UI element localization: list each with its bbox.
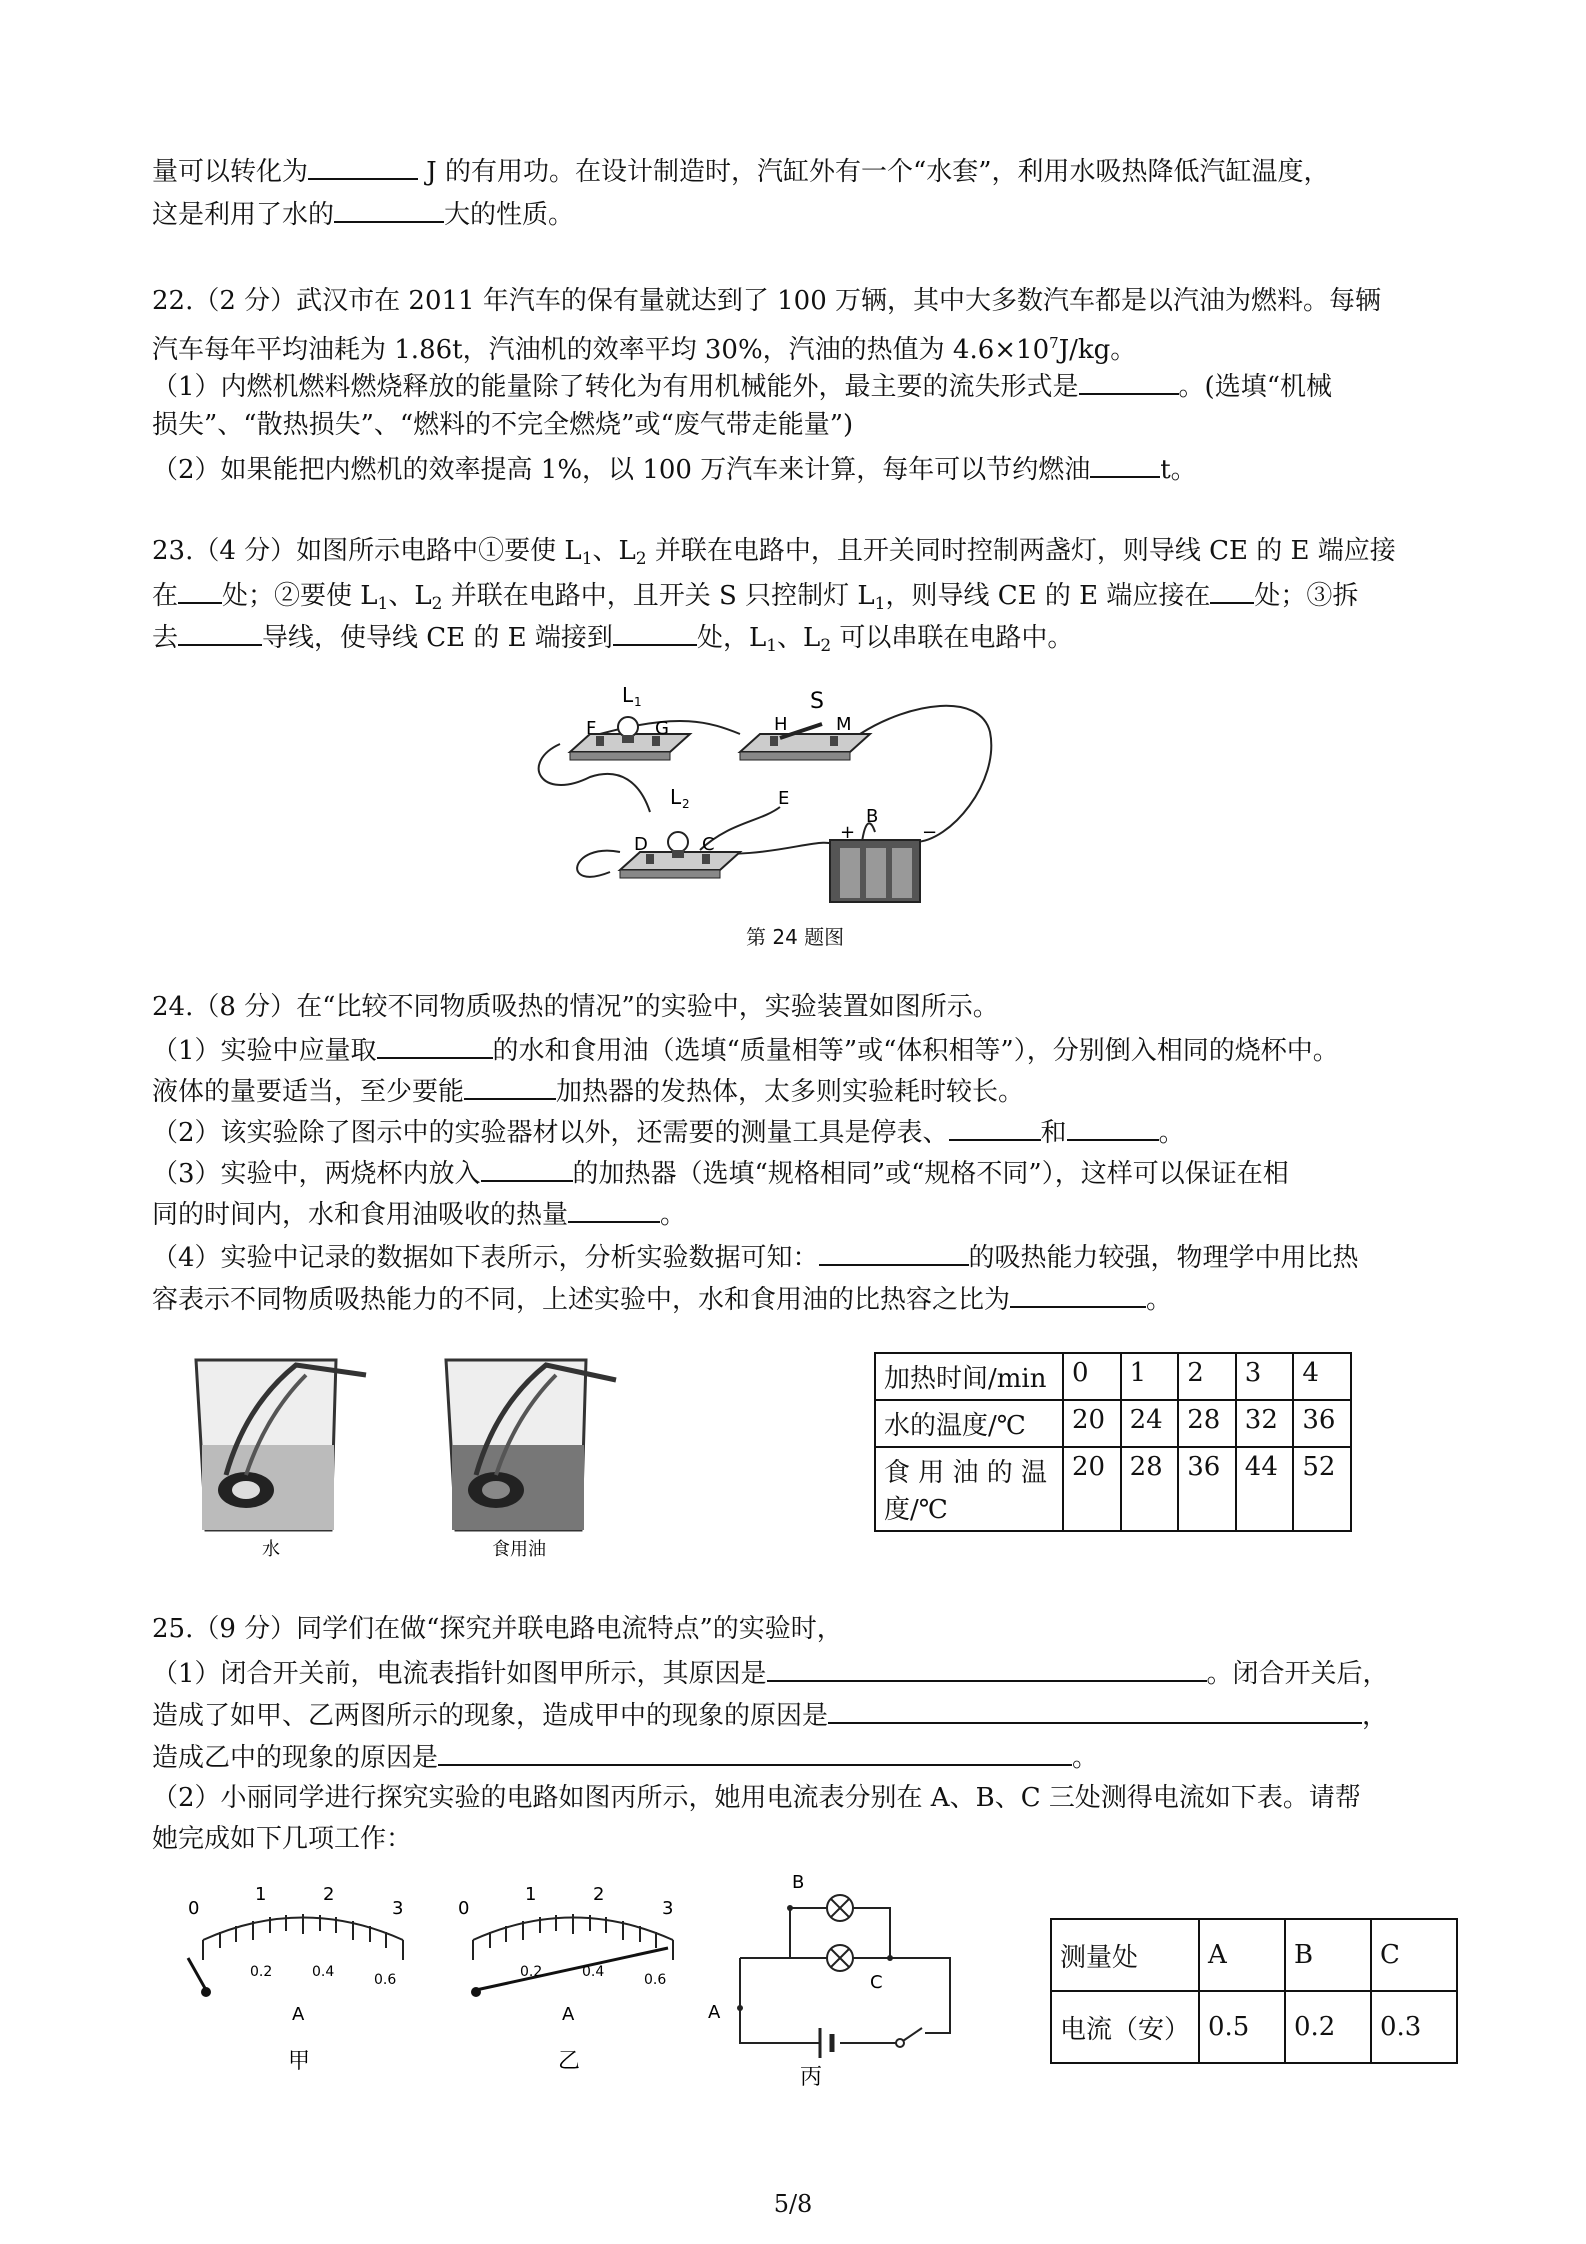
q22-part1 (152, 367, 1332, 404)
q24-part4 (152, 1238, 1359, 1275)
tick-label: 0.2 (250, 1964, 273, 1980)
table-cell: 36 (1178, 1447, 1236, 1531)
label-b: B (866, 806, 879, 827)
q24-text: （3）实验中，两烧杯内放入 (152, 1159, 481, 1189)
q21-text: 这是利用了水的 (152, 200, 335, 230)
answer-blank[interactable] (308, 152, 418, 180)
q23-text: 在 (152, 581, 179, 611)
q24-data-table (874, 1352, 1352, 1532)
answer-blank[interactable] (438, 1738, 1072, 1766)
oil-beaker (446, 1360, 616, 1530)
tick-label: 0.4 (312, 1964, 335, 1980)
q22-title: 22.（2 分）武汉市在 2011 年汽车的保有量就达到了 100 万辆，其中大多数汽车都是以汽油为燃料。每辆 (152, 286, 1382, 316)
subscript: 2 (635, 549, 647, 569)
q21-text: J 的有用功。在设计制造时，汽缸外有一个“水套”，利用水吸热降低汽缸温度， (418, 157, 1330, 187)
q25-text: ， (1362, 1701, 1389, 1731)
table-cell: 52 (1293, 1447, 1351, 1531)
q25-part2-line2: 她完成如下几项工作： (152, 1824, 413, 1854)
q23-figure-caption: 第 24 题图 (746, 925, 845, 949)
label-minus: − (922, 822, 938, 843)
q24-beakers-figure (186, 1345, 706, 1560)
q23-text: 并联在电路中，且开关同时控制两盏灯，则导线 CE 的 E 端应接 (646, 536, 1396, 566)
q21-text: 大的性质。 (444, 200, 575, 230)
q24-part1-line2 (152, 1072, 1024, 1109)
exponent: 7 (1049, 334, 1059, 352)
table-head: 加热时间/min (875, 1353, 1063, 1400)
q22-text: J/kg。 (1058, 335, 1137, 365)
figure-label: 乙 (558, 2049, 581, 2074)
q25-text: 。闭合开关后， (1206, 1659, 1389, 1689)
q24-text: 的水和食用油（选填“质量相等”或“体积相等”），分别倒入相同的烧杯中。 (492, 1036, 1339, 1066)
q21-line1 (152, 152, 1330, 189)
table-row (875, 1400, 1351, 1447)
table-cell: 0 (1063, 1353, 1121, 1400)
q22-part2 (152, 450, 1197, 487)
oil-label: 食用油 (492, 1539, 546, 1560)
table-cell: 0.3 (1371, 1991, 1457, 2063)
table-head: 水的温度/℃ (875, 1400, 1063, 1447)
tick-label: 0 (188, 1898, 200, 1919)
q23-text: 、L (592, 536, 636, 566)
page-number: 5/8 (773, 2190, 813, 2218)
q24-text: 加热器的发热体，太多则实验耗时较长。 (556, 1077, 1025, 1107)
subscript: 2 (431, 594, 443, 614)
ammeter-yi (448, 1880, 698, 2080)
table-cell: 24 (1121, 1400, 1179, 1447)
answer-blank[interactable] (613, 618, 697, 646)
table-head: A (1199, 1919, 1285, 1991)
label-m: M (836, 714, 852, 735)
answer-blank[interactable] (949, 1113, 1041, 1141)
tick-label: 0.6 (374, 1972, 397, 1988)
label-f: F (586, 718, 597, 739)
q22-part1-line2: 损失”、“散热损失”、“燃料的不完全燃烧”或“废气带走能量”) (152, 410, 854, 440)
q25-part1-line3 (152, 1738, 1098, 1775)
q22-text: （1）内燃机燃料燃烧释放的能量除了转化为有用机械能外，最主要的流失形式是 (152, 372, 1079, 402)
q23-text: 去 (152, 623, 179, 653)
table-cell: 0.2 (1285, 1991, 1371, 2063)
tick-label: 0.6 (644, 1972, 667, 1988)
answer-blank[interactable] (568, 1195, 660, 1223)
q22-text: 汽车每年平均油耗为 1.86t，汽油机的效率平均 30%，汽油的热值为 4.6×10 (152, 335, 1050, 365)
water-beaker (196, 1360, 366, 1530)
tick-label: 3 (662, 1898, 674, 1919)
table-cell: 28 (1178, 1400, 1236, 1447)
meter-needle (476, 1948, 668, 1990)
q23-text: ，则导线 CE 的 E 端应接在 (885, 581, 1211, 611)
q24-part3 (152, 1154, 1289, 1191)
q25-text: 。 (1072, 1743, 1099, 1773)
label-l2: L (670, 785, 682, 809)
meter-unit: A (562, 2004, 575, 2025)
answer-blank[interactable] (481, 1154, 573, 1182)
answer-blank[interactable] (1210, 576, 1254, 604)
label-d: D (634, 834, 648, 855)
tick-label: 1 (255, 1884, 267, 1905)
circuit-bing (700, 1858, 970, 2088)
q21-text: 量可以转化为 (152, 157, 309, 187)
subscript: 1 (377, 594, 389, 614)
q24-text: 容表示不同物质吸热能力的不同，上述实验中，水和食用油的比热容之比为 (152, 1285, 1011, 1315)
q22-line2 (152, 326, 1136, 367)
subscript: 1 (581, 549, 593, 569)
q25-current-table (1050, 1918, 1458, 2064)
q25-text: 造成了如甲、乙两图所示的现象，造成甲中的现象的原因是 (152, 1701, 829, 1731)
subscript: 1 (874, 594, 886, 614)
table-row (875, 1447, 1351, 1531)
table-row (875, 1353, 1351, 1400)
q24-part4-line2 (152, 1280, 1172, 1317)
point-c-label: C (870, 1972, 883, 1993)
tick-label: 2 (323, 1884, 335, 1905)
water-label: 水 (262, 1539, 280, 1560)
ammeter-jia (178, 1880, 428, 2080)
table-head-text: 食 用 油 的 温 (884, 1458, 1048, 1488)
answer-blank[interactable] (464, 1072, 556, 1100)
answer-blank[interactable] (178, 576, 222, 604)
label-l1-sub: 1 (634, 695, 642, 709)
answer-blank[interactable] (178, 618, 262, 646)
label-c: C (702, 834, 715, 855)
tick-label: 0.2 (520, 1964, 543, 1980)
q21-line2 (152, 195, 574, 232)
table-head: 测量处 (1051, 1919, 1199, 1991)
table-cell: 20 (1063, 1400, 1121, 1447)
label-g: G (655, 718, 669, 739)
answer-blank[interactable] (334, 195, 444, 223)
q25-part1-line2 (152, 1696, 1388, 1733)
q24-text: 的加热器（选填“规格相同”或“规格不同”），这样可以保证在相 (572, 1159, 1289, 1189)
q24-text: 。 (660, 1200, 687, 1230)
figure-label: 甲 (288, 2049, 311, 2074)
answer-blank[interactable] (1079, 367, 1179, 395)
table-cell: 3 (1236, 1353, 1294, 1400)
q24-text: 。 (1146, 1285, 1173, 1315)
q24-text: 液体的量要适当，至少要能 (152, 1077, 465, 1107)
table-head (875, 1447, 1063, 1531)
table-cell: 4 (1293, 1353, 1351, 1400)
table-cell: 28 (1121, 1447, 1179, 1531)
q25-part2: （2）小丽同学进行探究实验的电路如图丙所示，她用电流表分别在 A、B、C 三处测得电流如下表。请帮 (152, 1783, 1361, 1813)
tick-label: 0 (458, 1898, 470, 1919)
label-s: S (810, 689, 824, 714)
table-row (1051, 1991, 1457, 2063)
table-head-text: 度/℃ (884, 1495, 948, 1525)
tick-label: 1 (525, 1884, 537, 1905)
q24-text: 。 (1158, 1118, 1185, 1148)
label-h: H (774, 714, 788, 735)
q22-text: 。(选填“机械 (1178, 372, 1332, 402)
subscript: 2 (820, 636, 832, 656)
answer-blank[interactable] (819, 1238, 969, 1266)
q23-text: 可以串联在电路中。 (831, 623, 1074, 653)
q23-line2 (152, 576, 1358, 621)
point-b-label: B (792, 1872, 805, 1893)
table-cell: 44 (1236, 1447, 1294, 1531)
meter-unit: A (292, 2004, 305, 2025)
q24-part3-line2 (152, 1195, 686, 1232)
table-head: C (1371, 1919, 1457, 1991)
q23-text: 并联在电路中，且开关 S 只控制灯 L (442, 581, 875, 611)
subscript: 1 (766, 636, 778, 656)
q25-title: 25.（9 分）同学们在做“探究并联电路电流特点”的实验时， (152, 1614, 843, 1644)
table-head: B (1285, 1919, 1371, 1991)
table-cell: 36 (1293, 1400, 1351, 1447)
q24-text: （2）该实验除了图示中的实验器材以外，还需要的测量工具是停表、 (152, 1118, 949, 1148)
point-a-label: A (708, 2002, 721, 2023)
table-cell: 2 (1178, 1353, 1236, 1400)
q23-line1 (152, 534, 1396, 576)
q23-text: 23.（4 分）如图所示电路中①要使 L (152, 536, 582, 566)
q24-text: 和 (1040, 1118, 1067, 1148)
q23-line3 (152, 618, 1073, 663)
q24-part1 (152, 1031, 1339, 1068)
q23-circuit-diagram (530, 672, 1020, 912)
q25-part1 (152, 1654, 1389, 1691)
q24-text: （1）实验中应量取 (152, 1036, 377, 1066)
table-cell: 20 (1063, 1447, 1121, 1531)
q23-text: 、L (388, 581, 432, 611)
answer-blank[interactable] (828, 1696, 1362, 1724)
q23-text: 处，L (696, 623, 767, 653)
q23-text: 、L (777, 623, 821, 653)
table-cell: 32 (1236, 1400, 1294, 1447)
q24-part2 (152, 1113, 1185, 1150)
q24-text: 同的时间内，水和食用油吸收的热量 (152, 1200, 569, 1230)
q25-text: （1）闭合开关前，电流表指针如图甲所示，其原因是 (152, 1659, 767, 1689)
label-e: E (778, 788, 790, 809)
q23-text: 导线，使导线 CE 的 E 端接到 (262, 623, 613, 653)
meter-needle (188, 1958, 206, 1990)
answer-blank[interactable] (1067, 1113, 1159, 1141)
label-l2-sub: 2 (682, 797, 690, 811)
label-plus: + (840, 822, 856, 843)
table-head: 电流（安） (1051, 1991, 1199, 2063)
q25-text: 造成乙中的现象的原因是 (152, 1743, 439, 1773)
table-cell: 1 (1121, 1353, 1179, 1400)
tick-label: 3 (392, 1898, 404, 1919)
battery (830, 840, 920, 902)
figure-label: 丙 (800, 2065, 823, 2088)
q24-text: 的吸热能力较强，物理学中用比热 (968, 1243, 1359, 1273)
meter-scale (203, 1914, 403, 1960)
q23-text: 处；②要使 L (222, 581, 378, 611)
q23-text: 处；③拆 (1254, 581, 1359, 611)
q24-title: 24.（8 分）在“比较不同物质吸热的情况”的实验中，实验装置如图所示。 (152, 992, 999, 1022)
q22-text: t。 (1160, 455, 1197, 485)
label-l1: L (622, 683, 634, 707)
answer-blank[interactable] (377, 1031, 493, 1059)
q22-text: （2）如果能把内燃机的效率提高 1%，以 100 万汽车来计算，每年可以节约燃油 (152, 455, 1091, 485)
table-cell: 0.5 (1199, 1991, 1285, 2063)
answer-blank[interactable] (767, 1654, 1207, 1682)
answer-blank[interactable] (1010, 1280, 1146, 1308)
answer-blank[interactable] (1090, 450, 1160, 478)
table-row (1051, 1919, 1457, 1991)
tick-label: 0.4 (582, 1964, 605, 1980)
q24-text: （4）实验中记录的数据如下表所示，分析实验数据可知： (152, 1243, 819, 1273)
tick-label: 2 (593, 1884, 605, 1905)
